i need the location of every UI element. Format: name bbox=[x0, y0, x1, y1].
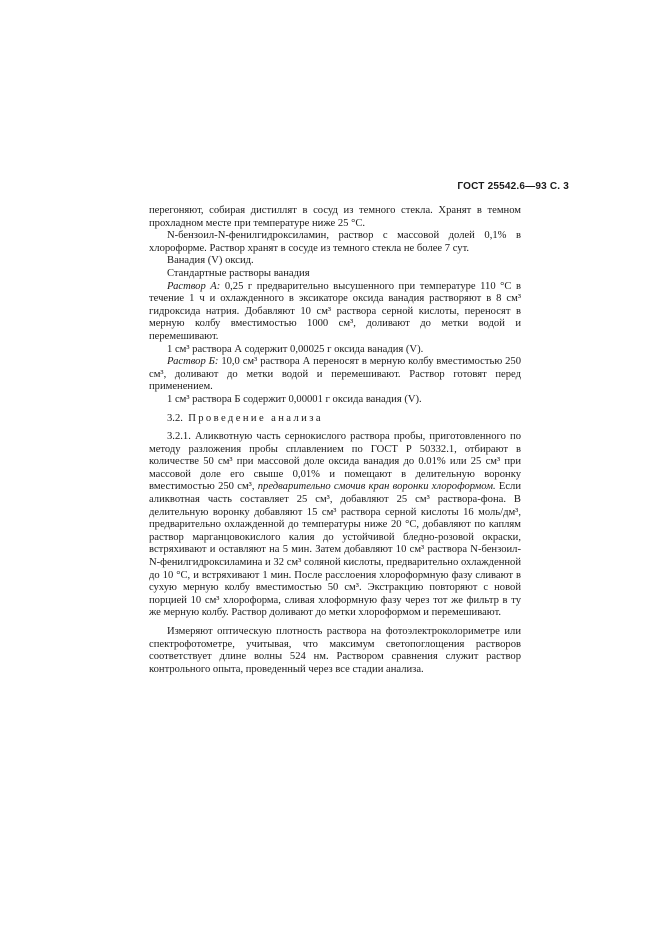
procedure-text-b: Если аликвотная часть составляет 25 см³, добавляют 25 см³ раствора-фона. В делительную воронку добавляют 15 см³ раствора серной кислоты 16 моль/дм³, предварительно охлажденной до температуры ниже 20 °С, добавляют по каплям раствор марганцовокислого калия до устойчивой бледно-розовой окраски, встряхивают и оставляют на 5 мин. Затем добавляют 10 см³ раствора N-бензоил-N-фенилгидроксиламина и 32 см³ соляной кислоты, предварительно охлажденной до 10 °С, и встряхивают 1 мин. После расслоения хлороформную фазу сливают в сухую мерную колбу вместимостью 50 см³. Экстракцию повторяют с новой порцией 10 см³ хлороформа, сливая хлоформную фазу через тот же фильтр в ту же мерную колбу. Раствор доливают до метки хлороформом и перемешивают. bbox=[149, 481, 521, 619]
solution-a-text: 0,25 г предварительно высушенного при температуре 110 °С в течение 1 ч и охлажденного в эксикаторе оксида ванадия растворяют в 8 см³ гидроксида натрия. Добавляют 10 см³ раствора серной кислоты, переносят в мерную колбу вместимостью 1000 см³, доливают до метки водой и перемешивают. bbox=[149, 280, 521, 342]
running-head: ГОСТ 25542.6—93 С. 3 bbox=[457, 181, 569, 192]
paragraph-solution-b-content: 1 см³ раствора Б содержит 0,00001 г оксида ванадия (V). bbox=[167, 393, 422, 405]
paragraph-standard-solutions-heading: Стандартные растворы ванадия bbox=[167, 267, 310, 279]
solution-b-label: Раствор Б: bbox=[167, 356, 219, 368]
paragraph-reagent-benzoyl: N-бензоил-N-фенилгидроксиламин, раствор с массовой долей 0,1% в хлороформе. Раствор хранят в сосуде из темного стекла не более 7 сут. bbox=[149, 230, 521, 254]
body-text bbox=[149, 205, 521, 676]
procedure-text-a: 3.2.1. Аликвотную часть сернокислого раствора пробы, приготовленного по методу разложения пробы сплавлением по ГОСТ Р 50332.1, отбирают в количестве 50 см³ при массовой доле оксида ванадия до 0.01% или 25 см³ при массовой доле его свыше 0,01% и помещают в делительную воронку вместимостью 250 см³, bbox=[149, 431, 521, 493]
paragraph-solution-a bbox=[149, 281, 521, 344]
procedure-italic: предварительно смочив кран воронки хлороформом. bbox=[257, 481, 496, 493]
solution-b-text: 10,0 см³ раствора А переносят в мерную колбу вместимостью 250 см³, доливают до метки водой и перемешивают. Раствор готовят перед применением. bbox=[149, 356, 521, 393]
paragraph-solution-a-content: 1 см³ раствора А содержит 0,00025 г оксида ванадия (V). bbox=[167, 343, 424, 355]
paragraph-procedure bbox=[149, 431, 521, 620]
solution-a-label: Раствор А: bbox=[167, 280, 221, 292]
paragraph-vanadium-oxide: Ванадия (V) оксид. bbox=[167, 255, 254, 267]
section-number: 3.2. bbox=[167, 412, 183, 424]
paragraph-distillation: перегоняют, собирая дистиллят в сосуд из темного стекла. Хранят в темном прохладном месте при температуре ниже 25 °С. bbox=[149, 205, 521, 229]
section-heading bbox=[149, 413, 521, 426]
paragraph-solution-b bbox=[149, 356, 521, 394]
paragraph-measurement: Измеряют оптическую плотность раствора на фотоэлектроколориметре или спектрофотометре, учитывая, что максимум светопоглощения растворов соответствует длине волны 524 нм. Раствором сравнения служит раствор контрольного опыта, проведенный через все стадии анализа. bbox=[149, 626, 521, 675]
section-title: Проведение анализа bbox=[188, 412, 323, 424]
